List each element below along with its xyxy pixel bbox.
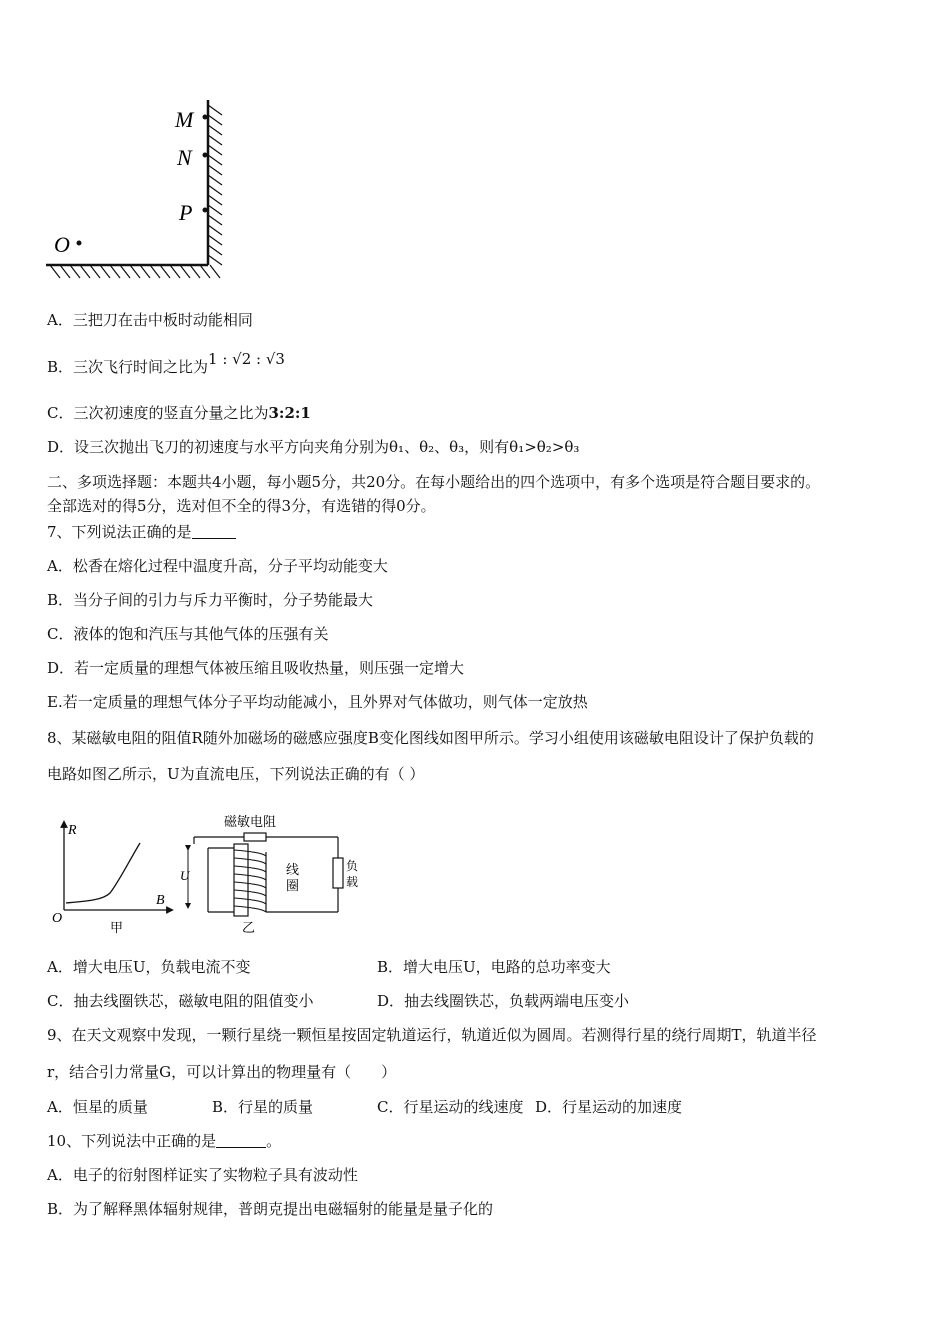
- iron-core: [234, 844, 248, 916]
- point-P: [203, 208, 208, 213]
- answer-blank: [216, 1133, 266, 1148]
- q10-stem-text: 10、下列说法中正确的是: [47, 1132, 217, 1150]
- label-N: N: [177, 145, 192, 170]
- origin-label: O: [52, 911, 63, 926]
- load-resistor: [333, 858, 343, 888]
- q9-option-d: D．行星运动的加速度: [535, 1098, 683, 1116]
- figure-wall-floor: [40, 95, 240, 280]
- q10-option-b: B．为了解释黑体辐射规律，普朗克提出电磁辐射的能量是量子化的: [47, 1200, 494, 1218]
- coil-label-2: 圈: [286, 878, 300, 893]
- label-O: O: [54, 232, 70, 257]
- q10-stem: [47, 1131, 281, 1151]
- q8-option-a: A．增大电压U，负载电流不变: [47, 958, 251, 976]
- figure-yi-circuit: [176, 808, 376, 938]
- voltage-label: U: [180, 868, 190, 883]
- q6-option-c: [47, 403, 311, 423]
- q9-option-b: B．行星的质量: [212, 1098, 314, 1116]
- q8-stem-line2: 电路如图乙所示，U为直流电压，下列说法正确的有（ ）: [47, 765, 425, 783]
- q9-option-a: A．恒星的质量: [47, 1098, 148, 1116]
- q6-option-c-text: C．三次初速度的竖直分量之比为: [47, 404, 269, 422]
- label-M: M: [175, 107, 194, 132]
- q8-option-d: D．抽去线圈铁芯，负载两端电压变小: [377, 992, 630, 1010]
- figure-yi-caption: 乙: [242, 920, 256, 935]
- coil-label-1: 线: [286, 862, 300, 877]
- section2-line1: 二、多项选择题：本题共4小题，每小题5分，共20分。在每小题给出的四个选项中，有多个选项是符合题目要求的。: [47, 473, 821, 491]
- magnetoresistor: [244, 833, 266, 841]
- load-label-1: 负: [346, 859, 359, 873]
- q7-option-a: A．松香在熔化过程中温度升高，分子平均动能变大: [47, 557, 388, 575]
- q6-option-b-math: 1 : √2 : √3: [208, 350, 285, 368]
- q6-option-b: [47, 350, 285, 377]
- q8-option-c: C．抽去线圈铁芯，磁敏电阻的阻值变小: [47, 992, 314, 1010]
- axis-label-r: R: [68, 823, 77, 838]
- magnetoresistor-label: 磁敏电阻: [224, 814, 277, 829]
- q10-stem-end: 。: [266, 1132, 282, 1150]
- label-P: P: [179, 200, 193, 225]
- q6-option-a: A．三把刀在击中板时动能相同: [47, 311, 253, 329]
- q8-option-b: B．增大电压U，电路的总功率变大: [377, 958, 611, 976]
- q7-option-c: C．液体的饱和汽压与其他气体的压强有关: [47, 625, 329, 643]
- load-label-2: 载: [346, 875, 359, 889]
- answer-blank: [192, 524, 236, 539]
- q6-option-c-ratio: 3:2:1: [268, 404, 311, 422]
- q10-option-a: A．电子的衍射图样证实了实物粒子具有波动性: [47, 1166, 358, 1184]
- section2-line2: 全部选对的得5分，选对但不全的得3分，有选错的得0分。: [47, 497, 436, 515]
- q9-option-c: C．行星运动的线速度: [377, 1098, 524, 1116]
- q7-option-e: E.若一定质量的理想气体分子平均动能减小，且外界对气体做功，则气体一定放热: [47, 693, 588, 711]
- axis-label-b: B: [156, 893, 165, 908]
- q6-option-d: D．设三次抛出飞刀的初速度与水平方向夹角分别为θ₁、θ₂、θ₃，则有θ₁>θ₂>θ₃: [47, 438, 580, 456]
- q7-option-b: B．当分子间的引力与斥力平衡时，分子势能最大: [47, 591, 374, 609]
- q9-stem-line2: r，结合引力常量G，可以计算出的物理量有（ ）: [47, 1063, 397, 1081]
- q8-stem-line1: 8、某磁敏电阻的阻值R随外加磁场的磁感应强度B变化图线如图甲所示。学习小组使用该磁敏电阻设计了保护负载的: [47, 729, 814, 747]
- r-b-curve: [66, 843, 140, 903]
- point-N: [203, 153, 208, 158]
- q6-option-b-text: B．三次飞行时间之比为: [47, 358, 209, 376]
- point-M: [203, 115, 208, 120]
- figure-jia-caption: 甲: [110, 920, 124, 935]
- q9-stem-line1: 9、在天文观察中发现，一颗行星绕一颗恒星按固定轨道运行，轨道近似为圆周。若测得行星的绕行周期T，轨道半径: [47, 1026, 817, 1044]
- figure-jia-graph: [48, 818, 178, 938]
- q7-option-d: D．若一定质量的理想气体被压缩且吸收热量，则压强一定增大: [47, 659, 465, 677]
- point-O: [77, 241, 82, 246]
- q7-stem-text: 7、下列说法正确的是: [47, 523, 192, 541]
- q7-stem: [47, 522, 236, 542]
